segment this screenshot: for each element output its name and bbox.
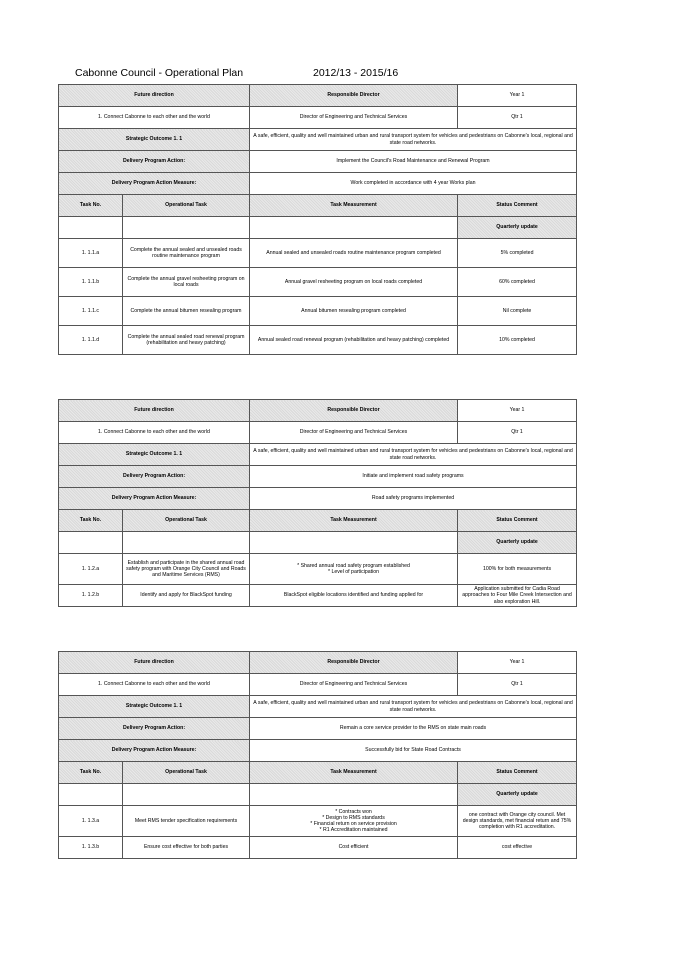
delivery-action-label: Delivery Program Action: (59, 151, 250, 173)
strategic-outcome-label: Strategic Outcome 1. 1 (59, 696, 250, 718)
task-measurement-header: Task Measurement (250, 762, 458, 784)
year-label: Year 1 (458, 400, 577, 422)
delivery-action-value: Implement the Council's Road Maintenance and Renewal Program (250, 151, 577, 173)
status-comment: cost effective (458, 837, 577, 859)
table-row (59, 585, 577, 607)
quarterly-update-header: Quarterly update (458, 532, 577, 554)
responsible-director-label: Responsible Director (250, 652, 458, 674)
delivery-measure-label: Delivery Program Action Measure: (59, 173, 250, 195)
director-value: Director of Engineering and Technical Services (250, 674, 458, 696)
quarter-label: Qtr 1 (458, 674, 577, 696)
future-direction-value: 1. Connect Cabonne to each other and the world (59, 674, 250, 696)
operational-task: Meet RMS tender specification requirements (123, 806, 250, 837)
page-period: 2012/13 - 2015/16 (313, 67, 399, 79)
year-label: Year 1 (458, 652, 577, 674)
responsible-director-label: Responsible Director (250, 400, 458, 422)
task-no: 1. 1.2.a (59, 554, 123, 585)
table-row (59, 239, 577, 268)
future-direction-value: 1. Connect Cabonne to each other and the world (59, 422, 250, 444)
blank-cell (59, 532, 123, 554)
task-no: 1. 1.2.b (59, 585, 123, 607)
delivery-action-label: Delivery Program Action: (59, 718, 250, 740)
director-value: Director of Engineering and Technical Services (250, 422, 458, 444)
blank-cell (123, 784, 250, 806)
delivery-measure-label: Delivery Program Action Measure: (59, 488, 250, 510)
quarter-label: Qtr 1 (458, 107, 577, 129)
task-measurement: Cost efficient (250, 837, 458, 859)
year-label: Year 1 (458, 85, 577, 107)
responsible-director-label: Responsible Director (250, 85, 458, 107)
operational-task: Establish and participate in the shared annual road safety program with Orange City Council and Roads and Maritime Services (RMS) (123, 554, 250, 585)
delivery-measure-value: Work completed in accordance with 4 year Works plan (250, 173, 577, 195)
delivery-measure-value: Successfully bid for State Road Contracts (250, 740, 577, 762)
task-measurement: * Contracts won * Design to RMS standards * Financial return on service provision * R1 Accreditation maintained (250, 806, 458, 837)
operational-task: Complete the annual gravel resheeting program on local roads (123, 268, 250, 297)
task-no: 1. 1.3.b (59, 837, 123, 859)
task-no: 1. 1.1.c (59, 297, 123, 326)
blank-cell (123, 217, 250, 239)
operational-plan-table-2 (58, 399, 577, 607)
task-measurement-header: Task Measurement (250, 510, 458, 532)
status-comment: 10% completed (458, 326, 577, 355)
blank-cell (59, 784, 123, 806)
table-row (59, 806, 577, 837)
task-measurement: Annual sealed and unsealed roads routine maintenance program completed (250, 239, 458, 268)
blank-cell (250, 784, 458, 806)
operational-task: Complete the annual sealed road renewal program (rehabilitation and heavy patching) (123, 326, 250, 355)
task-no-header: Task No. (59, 195, 123, 217)
task-measurement-header: Task Measurement (250, 195, 458, 217)
future-direction-label: Future direction (59, 85, 250, 107)
operational-task: Complete the annual bitumen resealing program (123, 297, 250, 326)
status-comment: 60% completed (458, 268, 577, 297)
operational-plan-table-3 (58, 651, 577, 859)
task-measurement: Annual gravel resheeting program on local roads completed (250, 268, 458, 297)
delivery-action-value: Remain a core service provider to the RMS on state main roads (250, 718, 577, 740)
operational-task: Ensure cost effective for both parties (123, 837, 250, 859)
future-direction-label: Future direction (59, 400, 250, 422)
table-row (59, 268, 577, 297)
strategic-outcome-label: Strategic Outcome 1. 1 (59, 129, 250, 151)
quarter-label: Qtr 1 (458, 422, 577, 444)
blank-cell (59, 217, 123, 239)
status-comment-header: Status Comment (458, 762, 577, 784)
table-row (59, 326, 577, 355)
page-header (75, 67, 635, 81)
operational-task: Identify and apply for BlackSpot funding (123, 585, 250, 607)
task-no: 1. 1.1.d (59, 326, 123, 355)
quarterly-update-header: Quarterly update (458, 217, 577, 239)
task-measurement: Annual bitumen resealing program completed (250, 297, 458, 326)
director-value: Director of Engineering and Technical Services (250, 107, 458, 129)
task-no: 1. 1.3.a (59, 806, 123, 837)
status-comment: 5% completed (458, 239, 577, 268)
status-comment-header: Status Comment (458, 510, 577, 532)
status-comment: one contract with Orange city council. Met design standards, met financial return and 75% completion with R1 accreditation. (458, 806, 577, 837)
table-row (59, 837, 577, 859)
status-comment-header: Status Comment (458, 195, 577, 217)
future-direction-value: 1. Connect Cabonne to each other and the world (59, 107, 250, 129)
operational-task-header: Operational Task (123, 510, 250, 532)
status-comment: Nil complete (458, 297, 577, 326)
blank-cell (250, 532, 458, 554)
task-no: 1. 1.1.a (59, 239, 123, 268)
page-title: Cabonne Council - Operational Plan (75, 67, 244, 79)
delivery-measure-value: Road safety programs implemented (250, 488, 577, 510)
strategic-outcome-value: A safe, efficient, quality and well maintained urban and rural transport system for vehicles and pedestrians on Cabonne's local, regional and state road networks. (250, 444, 577, 466)
task-measurement: * Shared annual road safety program established * Level of participation (250, 554, 458, 585)
delivery-action-value: Initiate and implement road safety programs (250, 466, 577, 488)
delivery-action-label: Delivery Program Action: (59, 466, 250, 488)
task-no-header: Task No. (59, 762, 123, 784)
status-comment: 100% for both measurements (458, 554, 577, 585)
operational-task: Complete the annual sealed and unsealed roads routine maintenance program (123, 239, 250, 268)
operational-task-header: Operational Task (123, 195, 250, 217)
future-direction-label: Future direction (59, 652, 250, 674)
delivery-measure-label: Delivery Program Action Measure: (59, 740, 250, 762)
task-measurement: BlackSpot eligible locations identified and funding applied for (250, 585, 458, 607)
strategic-outcome-value: A safe, efficient, quality and well maintained urban and rural transport system for vehicles and pedestrians on Cabonne's local, regional and state road networks. (250, 129, 577, 151)
operational-plan-table-1 (58, 84, 577, 355)
operational-task-header: Operational Task (123, 762, 250, 784)
strategic-outcome-value: A safe, efficient, quality and well maintained urban and rural transport system for vehicles and pedestrians on Cabonne's local, regional and state road networks. (250, 696, 577, 718)
quarterly-update-header: Quarterly update (458, 784, 577, 806)
table-row (59, 297, 577, 326)
strategic-outcome-label: Strategic Outcome 1. 1 (59, 444, 250, 466)
task-measurement: Annual sealed road renewal program (rehabilitation and heavy patching) completed (250, 326, 458, 355)
blank-cell (250, 217, 458, 239)
task-no: 1. 1.1.b (59, 268, 123, 297)
status-comment: Application submitted for Cadia Road approaches to Four Mile Creek Intersection and also exploration Hill. (458, 585, 577, 607)
blank-cell (123, 532, 250, 554)
task-no-header: Task No. (59, 510, 123, 532)
table-row (59, 554, 577, 585)
